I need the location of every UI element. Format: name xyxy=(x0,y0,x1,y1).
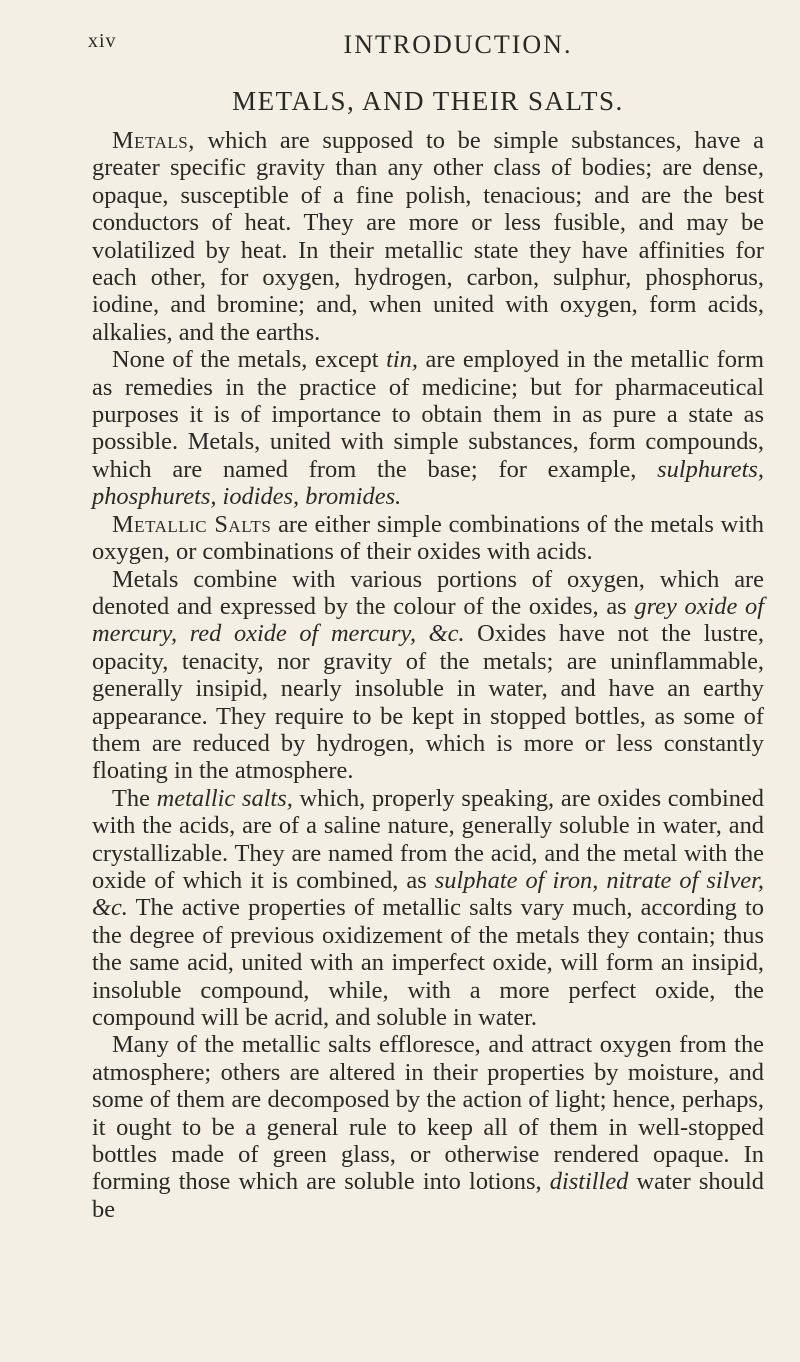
italic-term: sulphurets, phosphurets, iodides, bromides. xyxy=(92,455,764,511)
paragraph-metallic-form xyxy=(92,346,764,510)
page-number: xiv xyxy=(88,30,117,52)
paragraph-text: The xyxy=(112,784,157,812)
italic-term: grey oxide of mercury, red oxide of mercury, &c. xyxy=(92,592,765,648)
paragraph-text: are employed in the metallic form as remedies in the practice of medicine; but for pharmaceutical purposes it is of importance to obtain them in as pure a state as possible. Metals, united with simple substances, form compounds, which are named from the base; for example, xyxy=(92,346,764,483)
italic-term: sulphate of iron, nitrate of silver, &c. xyxy=(92,866,764,922)
paragraph-text: which are supposed to be simple substances, have a greater specific gravity than any other class of bodies; are dense, opaque, susceptible of a fine polish, tenacious; and are the best conductors of heat. They are more or less fusible, and may be volatilized by heat. In their metallic state they have affinities for each other, for oxygen, hydrogen, carbon, sulphur, phosphorus, iodine, and bromine; and, when united with oxygen, form acids, alkalies, and the earths. xyxy=(92,127,764,346)
paragraph-text: The active properties of metallic salts vary much, according to the degree of previous oxidizement of the metals they contain; thus the same acid, united with an imperfect oxide, will form an insipid, insoluble compound, while, with a more perfect oxide, the compound will be acrid, and soluble in water. xyxy=(92,894,764,1031)
running-head xyxy=(88,30,764,60)
paragraph-text: which, properly speaking, are oxides combined with the acids, are of a saline nature, generally soluble in water, and crystallizable. They are named from the acid, and the metal with the oxide of which it is combined, as xyxy=(92,784,764,894)
paragraph-text: are either simple combinations of the metals with oxygen, or combinations of their oxides with acids. xyxy=(92,510,765,566)
italic-term: metallic salts, xyxy=(156,784,293,812)
paragraph-salt-properties xyxy=(92,785,764,1032)
paragraph-text: Oxides have not the lustre, opacity, tenacity, nor gravity of the metals; are uninflammable, generally insipid, nearly insoluble in water, and have an earthy appearance. They require to be kept in stopped bottles, as some of them are reduced by hydrogen, which is more or less constantly floating in the atmosphere. xyxy=(92,620,764,785)
paragraph-metallic-salts xyxy=(92,511,764,566)
paragraph-storage xyxy=(92,1031,764,1223)
paragraph-oxides xyxy=(92,566,764,785)
paragraph-lead: Metallic Salts xyxy=(112,510,272,538)
italic-term: tin, xyxy=(386,346,418,374)
paragraph-lead: Metals, xyxy=(112,127,195,154)
paragraph-text: water should be xyxy=(92,1168,764,1223)
paragraph-text: Many of the metallic salts effloresce, and attract oxygen from the atmosphere; others are altered in their properties by moisture, and some of them are decomposed by the action of light; hence, perhaps, it ought to be a general rule to keep all of them in well-stopped bottles made of green glass, or otherwise rendered opaque. In forming those which are soluble into lotions, xyxy=(92,1031,764,1196)
italic-term: distilled xyxy=(549,1168,629,1196)
section-heading: METALS, AND THEIR SALTS. xyxy=(232,86,624,116)
paragraph-metals xyxy=(92,127,764,346)
running-head-title: INTRODUCTION. xyxy=(343,30,573,59)
paragraph-text: Metals combine with various portions of oxygen, which are denoted and expressed by the colour of the oxides, as xyxy=(92,565,764,620)
paragraph-text: None of the metals, except xyxy=(112,346,387,374)
